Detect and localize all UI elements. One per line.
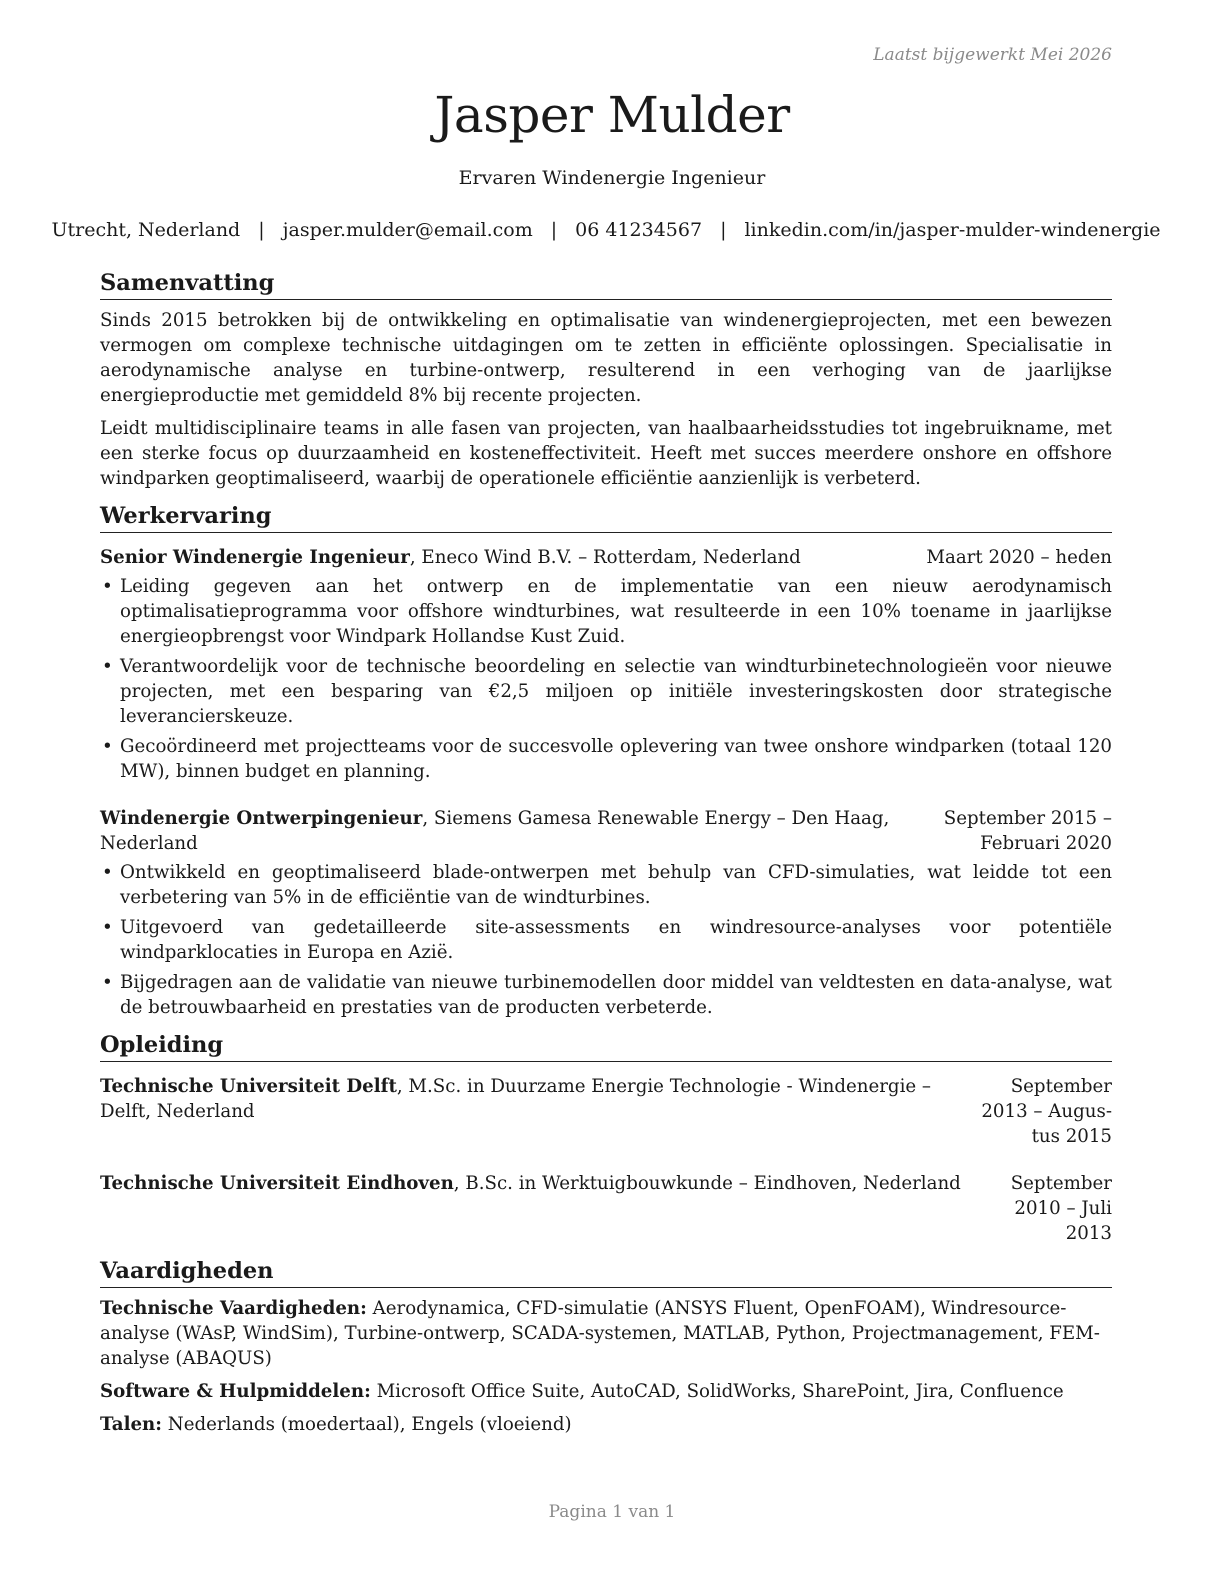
job-role-line xyxy=(100,545,914,570)
skill-value: Aerodynamica, CFD-simulatie (ANSYS Fluent, OpenFOAM), Windresource-analyse (WAsP, WindSim), Turbine-ontwerp, SCADA-systemen, MATLAB, Python, Projectmanagement, FEM-analyse (ABAQUS) xyxy=(100,1298,1100,1369)
job-dates: September 2015 – Februari 2020 xyxy=(943,808,1112,854)
section-heading-summary: Samenvatting xyxy=(100,268,1112,300)
education-line xyxy=(100,1171,966,1246)
job-bullet: • Ontwikkeld en geoptimaliseerd blade-ontwerpen met behulp van CFD-simulaties, wat leidde tot een verbetering van 5% in de efficiëntie van de windturbines. xyxy=(100,860,1112,910)
contact-location: Utrecht, Nederland xyxy=(51,219,241,241)
education-dates: September 2010 – Juli 2013 xyxy=(1010,1173,1112,1244)
contact-line xyxy=(51,219,1161,241)
job-bullet: • Leiding gegeven aan het ontwerp en de implementatie van een nieuw aerodynamisch optimalisatieprogramma voor offshore windturbines, wat resulteerde in een 10% toename in jaarlijkse energieopbrengst voor Windpark Hollandse Kust Zuid. xyxy=(100,574,1112,649)
contact-phone: 06 41234567 xyxy=(575,219,703,241)
job-company: , Eneco Wind B.V. – Rotterdam, Nederland xyxy=(409,547,801,568)
education-detail: , B.Sc. in Werktuigbouwkunde – Eindhoven, Nederland xyxy=(453,1173,961,1194)
job-entry xyxy=(100,545,1112,784)
summary-paragraph: Leidt multidisciplinaire teams in alle fasen van projecten, van haalbaarheidsstudies tot ingebruikname, met een sterke focus op duurzaamheid en kosteneffectiviteit. Heeft met succes meerdere onshore en offshore windparken geoptimaliseerd, waarbij de operationele efficiëntie aanzienlijk is verbeterd. xyxy=(100,418,1112,489)
skill-line xyxy=(100,1412,1112,1437)
job-bullet: • Uitgevoerd van gedetailleerde site-assessments en windresource-analyses voor potentiële windparklocaties in Europa en Azië. xyxy=(100,915,1112,965)
resume-body xyxy=(100,268,1112,1447)
section-heading-education: Opleiding xyxy=(100,1030,1112,1062)
education-line xyxy=(100,1074,966,1149)
job-role: Senior Windenergie Ingenieur xyxy=(100,547,410,568)
education-entry xyxy=(100,1171,1112,1246)
job-title: Ervaren Windenergie Ingenieur xyxy=(458,167,766,189)
job-bullet: • Gecoördineerd met projectteams voor de succesvolle oplevering van twee onshore windparken (totaal 120 MW), binnen budget en planning. xyxy=(100,734,1112,784)
job-header xyxy=(100,545,1112,570)
skill-label: Technische Vaardigheden: xyxy=(100,1298,367,1319)
job-bullets xyxy=(100,574,1112,784)
education-dates: September 2013 – Augustus 2015 xyxy=(981,1076,1112,1147)
summary-section xyxy=(100,268,1112,491)
contact-email[interactable]: jasper.mulder@email.com xyxy=(282,219,533,241)
contact-separator: | xyxy=(550,219,558,241)
job-dates: Maart 2020 – heden xyxy=(926,547,1112,568)
job-role-line xyxy=(100,806,900,856)
education-section xyxy=(100,1030,1112,1246)
summary-paragraph: Sinds 2015 betrokken bij de ontwikkeling en optimalisatie van windenergieprojecten, met een bewezen vermogen om complexe technische uitdagingen om te zetten in efficiënte oplossingen. Specialisatie in aerodynamische analyse en turbine-ontwerp, resulterend in een verhoging van de jaarlijkse energieproductie met gemiddeld 8% bij recente projecten. xyxy=(100,310,1112,406)
job-bullets xyxy=(100,860,1112,1020)
education-entry xyxy=(100,1074,1112,1149)
section-heading-experience: Werkervaring xyxy=(100,501,1112,533)
skill-line xyxy=(100,1379,1112,1404)
skill-line xyxy=(100,1296,1112,1371)
skill-value: Microsoft Office Suite, AutoCAD, SolidWorks, SharePoint, Jira, Confluence xyxy=(370,1381,1064,1402)
job-role: Windenergie Ontwerpingenieur xyxy=(100,808,423,829)
job-company: , Siemens Gamesa Renewable Energy – Den Haag, Nederland xyxy=(100,808,890,854)
skills-section xyxy=(100,1256,1112,1437)
job-bullet: • Bijgedragen aan de validatie van nieuwe turbinemodellen door middel van veldtesten en data-analyse, wat de betrouwbaarheid en prestaties van de producten verbeterde. xyxy=(100,970,1112,1020)
contact-separator: | xyxy=(258,219,265,241)
education-detail: , M.Sc. in Duurzame Energie Technologie - Windenergie – Delft, Nederland xyxy=(100,1076,932,1122)
contact-separator: | xyxy=(720,219,727,241)
experience-section xyxy=(100,501,1112,1020)
job-entry xyxy=(100,806,1112,1020)
education-school: Technische Universiteit Eindhoven xyxy=(100,1173,454,1194)
job-bullet: • Verantwoordelijk voor de technische beoordeling en selectie van windturbinetechnologieën voor nieuwe projecten, met een besparing van €2,5 miljoen op initiële investeringskosten door strategische leverancierskeuze. xyxy=(100,654,1112,729)
skill-value: Nederlands (moedertaal), Engels (vloeiend) xyxy=(162,1414,572,1435)
candidate-name: Jasper Mulder xyxy=(434,86,790,144)
last-updated-note: Laatst bijgewerkt Mei 2026 xyxy=(873,45,1112,65)
skill-label: Talen: xyxy=(100,1414,162,1435)
section-heading-skills: Vaardigheden xyxy=(100,1256,1112,1288)
contact-linkedin[interactable]: linkedin.com/in/jasper-mulder-windenergie xyxy=(744,219,1161,241)
job-header xyxy=(100,806,1112,856)
skill-label: Software & Hulpmiddelen: xyxy=(100,1381,371,1402)
page-number: Pagina 1 van 1 xyxy=(548,1502,676,1522)
education-school: Technische Universiteit Delft xyxy=(100,1076,397,1097)
